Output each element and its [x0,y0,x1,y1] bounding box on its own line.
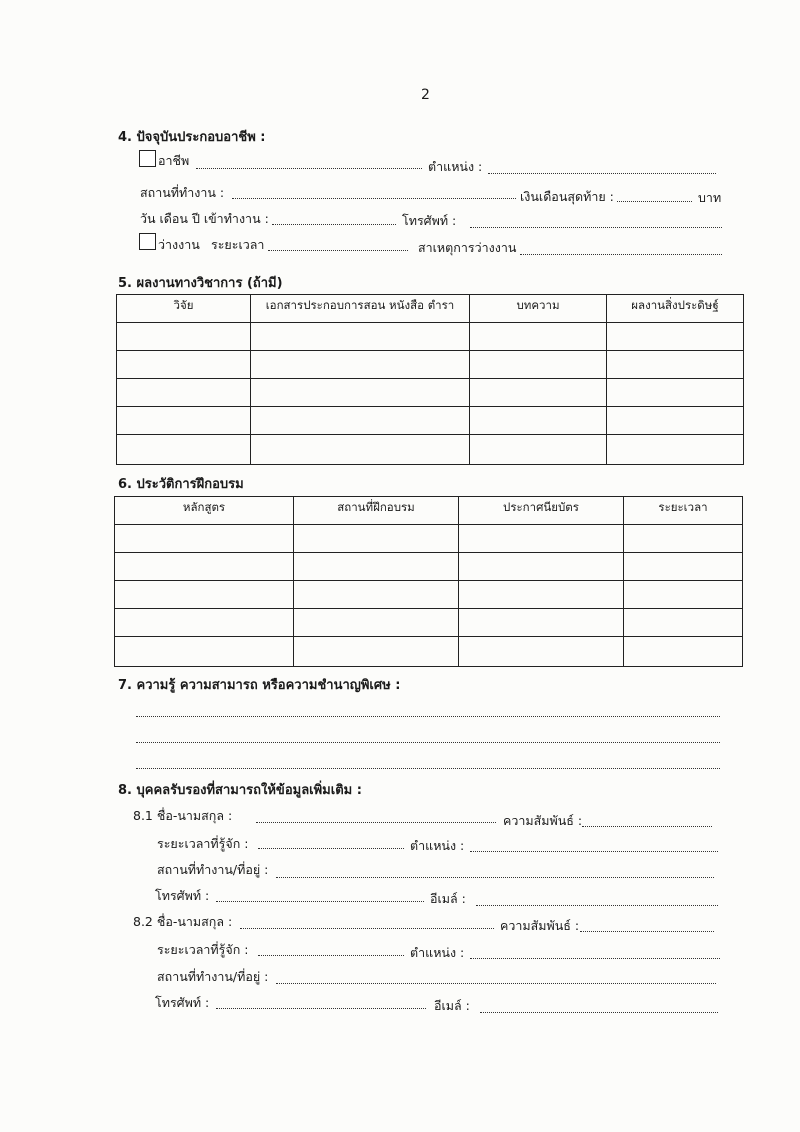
table-cell[interactable] [459,609,624,637]
academic-works-table [116,294,744,465]
table-cell[interactable] [459,581,624,609]
workplace-label: สถานที่ทำงาน : [140,185,225,200]
table-cell[interactable] [115,637,294,667]
ref1-name-label: 8.1 ชื่อ-นามสกุล : [133,808,233,823]
ref2-email-field[interactable] [480,1012,718,1013]
table-cell[interactable] [117,379,251,407]
last-salary-label: เงินเดือนสุดท้าย : [520,189,614,204]
table-cell[interactable] [251,323,470,351]
ref1-address-field[interactable] [276,877,714,878]
column-header: บทความ [470,295,607,323]
ref2-position-label: ตำแหน่ง : [410,945,465,960]
table-row [117,323,744,351]
table-cell[interactable] [251,379,470,407]
phone-field[interactable] [470,227,722,228]
table-cell[interactable] [607,407,744,435]
table-cell[interactable] [624,609,743,637]
table-cell[interactable] [294,637,459,667]
table-cell[interactable] [251,435,470,465]
table-cell[interactable] [117,323,251,351]
skills-line-1[interactable] [136,716,720,717]
unemployed-checkbox[interactable] [139,233,156,250]
ref1-address-label: สถานที่ทำงาน/ที่อยู่ : [157,862,269,877]
table-cell[interactable] [470,435,607,465]
ref1-position-field[interactable] [470,851,718,852]
table-cell[interactable] [294,553,459,581]
table-cell[interactable] [624,525,743,553]
table-cell[interactable] [607,379,744,407]
table-cell[interactable] [117,435,251,465]
table-cell[interactable] [470,379,607,407]
ref2-known-field[interactable] [258,955,404,956]
table-cell[interactable] [607,435,744,465]
table-cell[interactable] [459,525,624,553]
employed-checkbox[interactable] [139,150,156,167]
table-cell[interactable] [117,351,251,379]
skills-line-3[interactable] [136,768,720,769]
ref2-email-label: อีเมล์ : [434,998,470,1013]
ref2-relation-label: ความสัมพันธ์ : [500,918,580,933]
table-row [115,553,743,581]
table-cell[interactable] [251,407,470,435]
baht-label: บาท [698,190,722,205]
ref2-relation-field[interactable] [580,931,714,932]
skills-line-2[interactable] [136,742,720,743]
ref1-relation-field[interactable] [582,826,712,827]
unemployed-label: ว่างงาน [158,237,200,252]
table-row [117,351,744,379]
reason-label: สาเหตุการว่างงาน [418,240,517,255]
start-date-label: วัน เดือน ปี เข้าทำงาน : [140,211,269,226]
ref1-name-field[interactable] [256,822,496,823]
workplace-field[interactable] [232,198,516,199]
ref1-email-field[interactable] [476,905,718,906]
ref1-position-label: ตำแหน่ง : [410,838,465,853]
phone-label: โทรศัพท์ : [402,213,457,228]
table-cell[interactable] [115,581,294,609]
column-header: สถานที่ฝึกอบรม [294,497,459,525]
section-7-title: 7. ความรู้ ความสามารถ หรือความชำนาญพิเศษ : [118,678,401,693]
last-salary-field[interactable] [617,201,692,202]
ref2-name-label: 8.2 ชื่อ-นามสกุล : [133,914,233,929]
table-row [117,435,744,465]
column-header: หลักสูตร [115,497,294,525]
table-cell[interactable] [294,581,459,609]
table-row [115,525,743,553]
section-5-title: 5. ผลงานทางวิชาการ (ถ้ามี) [118,276,283,291]
page-number: 2 [421,87,430,103]
section-4-title: 4. ปัจจุบันประกอบอาชีพ : [118,130,266,145]
ref1-phone-label: โทรศัพท์ : [155,888,210,903]
occupation-field[interactable] [196,168,422,169]
column-header: ผลงานสิ่งประดิษฐ์ [607,295,744,323]
start-date-field[interactable] [272,224,396,225]
column-header: ประกาศนียบัตร [459,497,624,525]
table-cell[interactable] [470,351,607,379]
table-cell[interactable] [115,525,294,553]
table-cell[interactable] [624,553,743,581]
table-cell[interactable] [251,351,470,379]
table-row [117,407,744,435]
ref2-position-field[interactable] [470,958,720,959]
ref2-known-label: ระยะเวลาที่รู้จัก : [157,942,249,957]
ref1-known-field[interactable] [258,848,404,849]
column-header: เอกสารประกอบการสอน หนังสือ ตำรา [251,295,470,323]
section-8-title: 8. บุคคลรับรองที่สามารถให้ข้อมูลเพิ่มเติม : [118,783,362,798]
table-cell[interactable] [115,609,294,637]
training-history-table [114,496,743,667]
ref1-email-label: อีเมล์ : [430,891,466,906]
ref1-relation-label: ความสัมพันธ์ : [503,813,583,828]
table-cell[interactable] [470,323,607,351]
occupation-label: อาชีพ [158,153,190,168]
table-row [115,609,743,637]
table-cell[interactable] [470,407,607,435]
duration-label: ระยะเวลา [211,237,265,252]
ref2-address-label: สถานที่ทำงาน/ที่อยู่ : [157,969,269,984]
column-header: วิจัย [117,295,251,323]
table-row [117,379,744,407]
ref1-phone-field[interactable] [216,901,424,902]
table-cell[interactable] [459,553,624,581]
table-row [115,581,743,609]
section-6-title: 6. ประวัติการฝึกอบรม [118,477,244,492]
table-cell[interactable] [115,553,294,581]
table-cell[interactable] [624,581,743,609]
position-label: ตำแหน่ง : [428,159,483,174]
position-field[interactable] [488,173,716,174]
table-cell[interactable] [117,407,251,435]
table-cell[interactable] [294,525,459,553]
column-header: ระยะเวลา [624,497,743,525]
table-cell[interactable] [607,351,744,379]
table-row [115,637,743,667]
ref2-address-field[interactable] [276,983,716,984]
unemployed-duration-field[interactable] [268,250,408,251]
table-cell[interactable] [459,637,624,667]
unemployment-reason-field[interactable] [520,254,722,255]
table-cell[interactable] [294,609,459,637]
ref2-name-field[interactable] [240,928,494,929]
ref2-phone-field[interactable] [216,1008,426,1009]
ref1-known-label: ระยะเวลาที่รู้จัก : [157,836,249,851]
ref2-phone-label: โทรศัพท์ : [155,995,210,1010]
table-cell[interactable] [624,637,743,667]
table-cell[interactable] [607,323,744,351]
